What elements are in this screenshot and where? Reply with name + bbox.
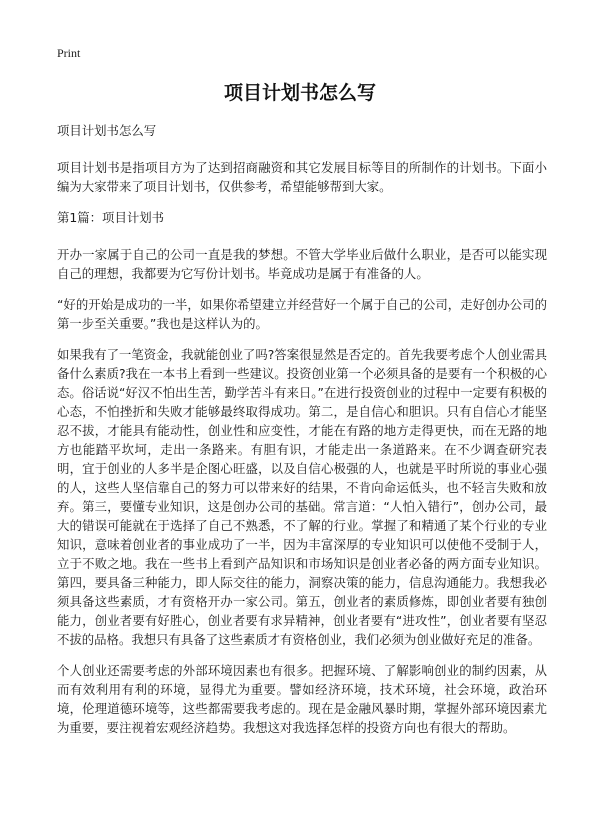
body-paragraph-1: 开办一家属于自己的公司一直是我的梦想。不管大学毕业后做什么职业，是否可以能实现自己的理想，我都要为它写份计划书。毕竟成功是属于有准备的人。 (57, 247, 547, 281)
body-paragraph-3: 如果我有了一笔资金，我就能创业了吗?答案很显然是否定的。首先我要考虑个人创业需具备什么素质?我在一本书上看到一些建议。投资创业第一个必须具备的是要有一个积极的心态。俗话说“好汉不怕出生苦，勤学苦斗有来日。”在进行投资创业的过程中一定要有积极的心态，不怕挫折和失败才能够最终取得成功。第二，是自信心和胆识。只有自信心才能坚忍不拔，才能具有能动性，创业性和应变性，才能在有路的地方走得更快，而在无路的地方也能踏平坎坷，走出一条路来。有胆有识，才能走出一条道路来。在不少调查研究表明，宜于创业的人多半是企图心旺盛，以及自信心极强的人，也就是平时所说的事业心强的人，这些人坚信靠自己的努力可以带来好的结果，不肯向命运低头，也不轻言失败和放弃。第三，要懂专业知识，这是创办公司的基础。常言道：“人怕入错行”，创办公司，最大的错误可能就在于选择了自己不熟悉，不了解的行业。掌握了和精通了某个行业的专业知识，意味着创业者的事业成功了一半，因为丰富深厚的专业知识可以使他不受制于人，立于不败之地。我在一些书上看到产品知识和市场知识是创业者必备的两方面专业知识。第四，要具备三种能力，即人际交往的能力，洞察决策的能力，信息沟通能力。我想我必须具备这些素质，才有资格开办一家公司。第五，创业者的素质修炼，即创业者要有独创能力，创业者要有好胜心，创业者要有求异精神，创业者要有“进攻性”，创业者要有坚忍不拔的品格。我想只有具备了这些素质才有资格创业，我们必须为创业做好充足的准备。 (57, 347, 547, 647)
intro-paragraph: 项目计划书是指项目方为了达到招商融资和其它发展目标等目的所制作的计划书。下面小编为大家带来了项目计划书，仅供参考，希望能够帮到大家。 (57, 160, 547, 194)
section-title: 第1篇：项目计划书 (57, 210, 165, 225)
article-body (57, 121, 547, 749)
body-paragraph-2: “好的开始是成功的一半，如果你希望建立并经营好一个属于自己的公司，走好创办公司的第一步至关重要。”我也是这样认为的。 (57, 297, 547, 331)
print-link[interactable]: Print (57, 46, 81, 60)
article-subtitle: 项目计划书怎么写 (57, 123, 157, 138)
body-paragraph-4: 个人创业还需要考虑的外部环境因素也有很多。把握环境、了解影响创业的制约因素，从而有效利用有利的环境，显得尤为重要。譬如经济环境，技术环境，社会环境，政治环境，伦理道德环境等，这些都需要我考虑的。现在是金融风暴时期，掌握外部环境因素尤为重要，要注视着宏观经济趋势。我想这对我选择怎样的投资方向也有很大的帮助。 (57, 663, 547, 735)
page-title: 项目计划书怎么写 (223, 82, 376, 104)
